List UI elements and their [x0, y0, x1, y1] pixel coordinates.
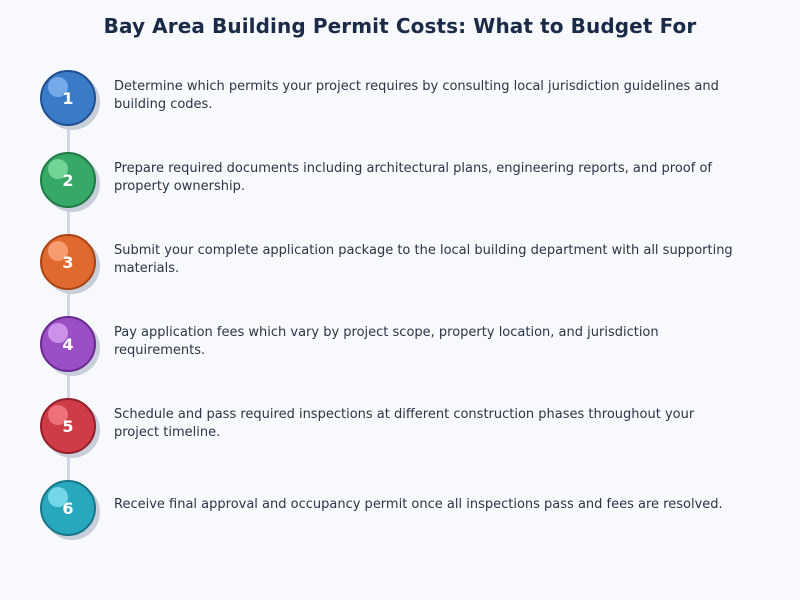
step-number: 5 [62, 417, 74, 436]
step-badge [40, 398, 96, 454]
step-number: 3 [62, 253, 74, 272]
step-badge [40, 316, 96, 372]
step-badge [40, 480, 96, 536]
step-number: 6 [62, 499, 74, 518]
step-description: Receive final approval and occupancy permit once all inspections pass and fees are resolved. [114, 497, 723, 512]
step-6 [0, 480, 800, 540]
step-description: Determine which permits your project requires by consulting local jurisdiction guidelines and building codes. [114, 79, 719, 112]
step-description: Prepare required documents including architectural plans, engineering reports, and proof of property ownership. [114, 161, 712, 194]
step-5 [0, 398, 800, 458]
step-number: 4 [62, 335, 74, 354]
page-title: Bay Area Building Permit Costs: What to Budget For [103, 14, 697, 38]
step-badge [40, 152, 96, 208]
step-description: Schedule and pass required inspections at different construction phases throughout your project timeline. [114, 407, 695, 440]
step-number: 2 [62, 171, 74, 190]
step-badge [40, 70, 96, 126]
step-2 [0, 152, 800, 212]
step-3 [0, 234, 800, 294]
step-4 [0, 316, 800, 376]
step-number: 1 [62, 89, 74, 108]
step-1 [0, 70, 800, 130]
step-description: Submit your complete application package to the local building department with all supporting materials. [114, 243, 733, 276]
step-badge [40, 234, 96, 290]
step-description: Pay application fees which vary by project scope, property location, and jurisdiction requirements. [114, 325, 659, 358]
